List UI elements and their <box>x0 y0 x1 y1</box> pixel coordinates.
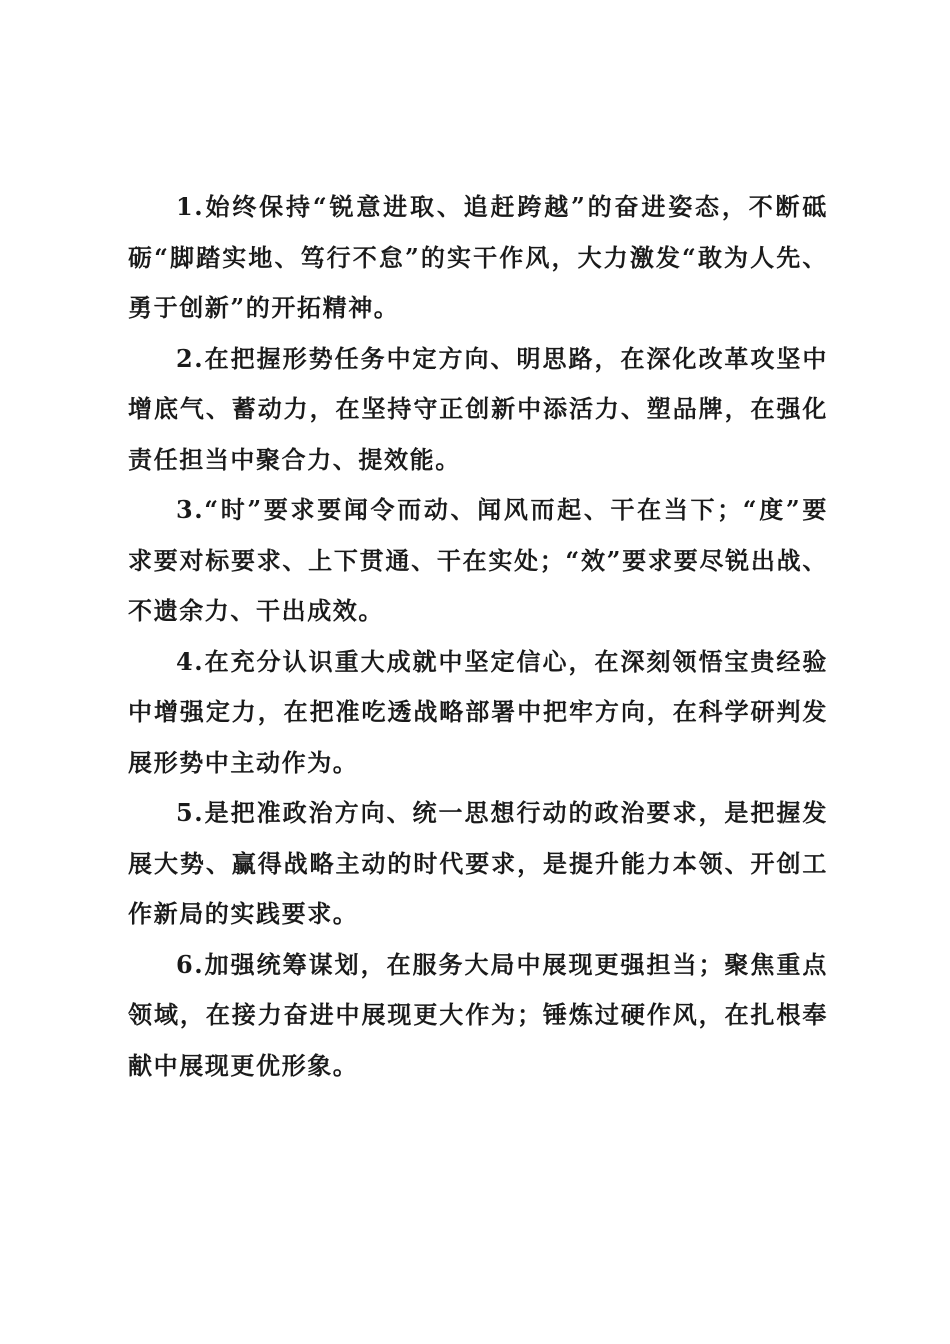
paragraph-3: 3.“时”要求要闻令而动、闻风而起、干在当下；“度”要求要对标要求、上下贯通、干在实处；“效”要求要尽锐出战、不遗余力、干出成效。 <box>128 495 828 625</box>
paragraph-2: 2.在把握形势任务中定方向、明思路，在深化改革攻坚中增底气、蓄动力，在坚持守正创新中添活力、塑品牌，在强化责任担当中聚合力、提效能。 <box>128 343 828 474</box>
document-body <box>128 182 828 1091</box>
paragraph-4: 4.在充分认识重大成就中坚定信心，在深刻领悟宝贵经验中增强定力，在把准吃透战略部署中把牢方向，在科学研判发展形势中主动作为。 <box>128 646 828 777</box>
paragraph-6: 6.加强统筹谋划，在服务大局中展现更强担当；聚焦重点领域，在接力奋进中展现更大作为；锤炼过硬作风，在扎根奉献中展现更优形象。 <box>128 949 828 1080</box>
paragraph-5: 5.是把准政治方向、统一思想行动的政治要求，是把握发展大势、赢得战略主动的时代要求，是提升能力本领、开创工作新局的实践要求。 <box>128 798 828 928</box>
paragraph-1: 1.始终保持“锐意进取、追赶跨越”的奋进姿态，不断砥砺“脚踏实地、笃行不怠”的实干作风，大力激发“敢为人先、勇于创新”的开拓精神。 <box>128 192 828 322</box>
